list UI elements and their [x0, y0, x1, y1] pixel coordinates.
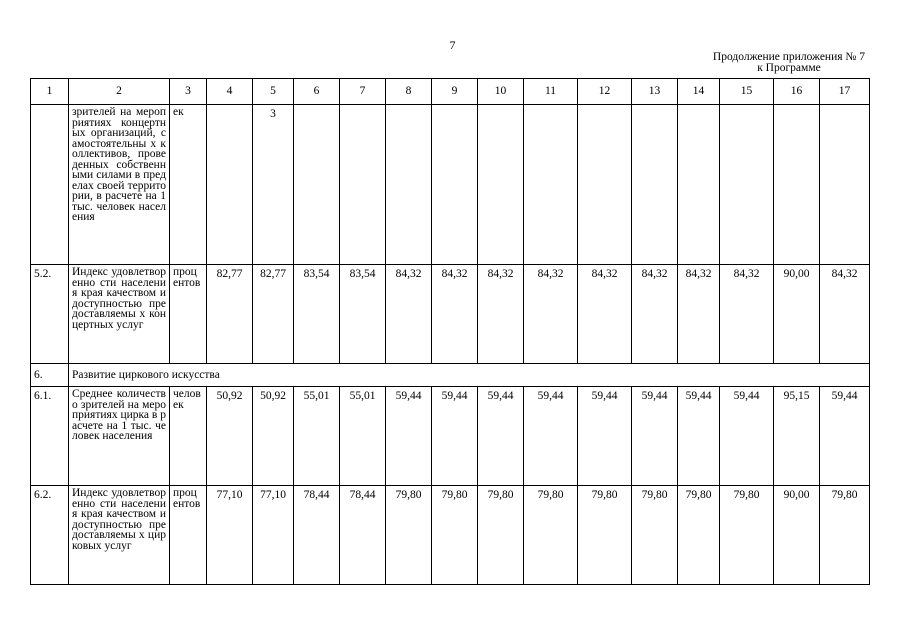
- value-cell: 90,00: [774, 486, 820, 585]
- header-cell: 5: [253, 79, 294, 105]
- value-cell: 84,32: [524, 265, 578, 364]
- header-cell: 15: [720, 79, 774, 105]
- value-cell: 84,32: [632, 265, 678, 364]
- value-cell: 84,32: [820, 265, 870, 364]
- value-cell: 59,44: [632, 387, 678, 486]
- value-cell: 84,32: [678, 265, 720, 364]
- value-cell: 59,44: [478, 387, 524, 486]
- caption-line-2: к Программе: [757, 62, 821, 74]
- value-cell: 77,10: [207, 486, 253, 585]
- value-cell: 79,80: [478, 486, 524, 585]
- indicator-name: Среднее количество зрителей на мероприятиях цирка в расчете на 1 тыс. человек населения: [69, 387, 170, 486]
- header-cell: 16: [774, 79, 820, 105]
- indicator-name: Индекс удовлетворенно сти населения края качеством и доступностью предоставляемы х концертных услуг: [69, 265, 170, 364]
- value-cell: 79,80: [720, 486, 774, 585]
- row-number: [31, 105, 69, 265]
- appendix-caption: [713, 52, 865, 74]
- value-cell: [524, 105, 578, 265]
- row-number: 5.2.: [31, 265, 69, 364]
- row-number: 6.1.: [31, 387, 69, 486]
- value-cell: 79,80: [524, 486, 578, 585]
- value-cell: 82,77: [207, 265, 253, 364]
- row-number: 6.2.: [31, 486, 69, 585]
- value-cell: 59,44: [678, 387, 720, 486]
- indicator-name: Индекс удовлетворенно сти населения края качеством и доступностью предоставляемы х цирковых услуг: [69, 486, 170, 585]
- header-cell: 6: [294, 79, 340, 105]
- header-cell: 9: [432, 79, 478, 105]
- section-row: [31, 364, 870, 387]
- section-number: 6.: [31, 364, 69, 387]
- header-row: [31, 79, 870, 105]
- value-cell: [386, 105, 432, 265]
- value-cell: [774, 105, 820, 265]
- header-cell: 7: [340, 79, 386, 105]
- unit-cell: проц ентов: [170, 486, 207, 585]
- value-cell: [632, 105, 678, 265]
- indicator-name: зрителей на мероприятиях концертных организаций, самостоятельны х коллективов, проведенных собственными силами в пределах своей территории, в расчете на 1 тыс. человек населения: [69, 105, 170, 265]
- value-cell: [207, 105, 253, 265]
- value-cell: [340, 105, 386, 265]
- value-cell: 59,44: [820, 387, 870, 486]
- value-cell: 79,80: [578, 486, 632, 585]
- value-cell: 84,32: [578, 265, 632, 364]
- table-row: [31, 486, 870, 585]
- header-cell: 2: [69, 79, 170, 105]
- header-cell: 14: [678, 79, 720, 105]
- value-cell: 84,32: [720, 265, 774, 364]
- page-number: 7: [449, 38, 456, 52]
- value-cell: 59,44: [386, 387, 432, 486]
- header-cell: 13: [632, 79, 678, 105]
- value-cell: 83,54: [340, 265, 386, 364]
- value-cell: [578, 105, 632, 265]
- value-cell: [820, 105, 870, 265]
- value-cell: 78,44: [340, 486, 386, 585]
- value-cell: [720, 105, 774, 265]
- value-cell: 50,92: [207, 387, 253, 486]
- header-cell: 4: [207, 79, 253, 105]
- value-cell: 59,44: [578, 387, 632, 486]
- value-cell: 83,54: [294, 265, 340, 364]
- table-row: [31, 105, 870, 265]
- value-cell: 50,92: [253, 387, 294, 486]
- indicators-table: [30, 78, 870, 585]
- value-cell: 84,32: [432, 265, 478, 364]
- header-cell: 17: [820, 79, 870, 105]
- section-title: Развитие циркового искусства: [69, 364, 870, 387]
- value-cell: 79,80: [386, 486, 432, 585]
- value-cell: 59,44: [720, 387, 774, 486]
- value-cell: 77,10: [253, 486, 294, 585]
- value-cell: 84,32: [386, 265, 432, 364]
- header-cell: 12: [578, 79, 632, 105]
- value-cell: [678, 105, 720, 265]
- value-cell: 95,15: [774, 387, 820, 486]
- header-cell: 10: [478, 79, 524, 105]
- unit-cell: проц ентов: [170, 265, 207, 364]
- value-cell: 79,80: [632, 486, 678, 585]
- unit-cell: ек: [170, 105, 207, 265]
- value-cell: [294, 105, 340, 265]
- header-cell: 3: [170, 79, 207, 105]
- unit-cell: челов ек: [170, 387, 207, 486]
- value-cell: 3: [253, 105, 294, 265]
- value-cell: 79,80: [820, 486, 870, 585]
- value-cell: 82,77: [253, 265, 294, 364]
- value-cell: 55,01: [294, 387, 340, 486]
- header-cell: 1: [31, 79, 69, 105]
- table-row: [31, 387, 870, 486]
- value-cell: 79,80: [432, 486, 478, 585]
- header-cell: 11: [524, 79, 578, 105]
- value-cell: 59,44: [524, 387, 578, 486]
- table-row: [31, 265, 870, 364]
- caption-line-1: Продолжение приложения № 7: [712, 51, 865, 63]
- value-cell: 79,80: [678, 486, 720, 585]
- value-cell: [432, 105, 478, 265]
- value-cell: [478, 105, 524, 265]
- value-cell: 90,00: [774, 265, 820, 364]
- value-cell: 84,32: [478, 265, 524, 364]
- value-cell: 55,01: [340, 387, 386, 486]
- header-cell: 8: [386, 79, 432, 105]
- value-cell: 59,44: [432, 387, 478, 486]
- value-cell: 78,44: [294, 486, 340, 585]
